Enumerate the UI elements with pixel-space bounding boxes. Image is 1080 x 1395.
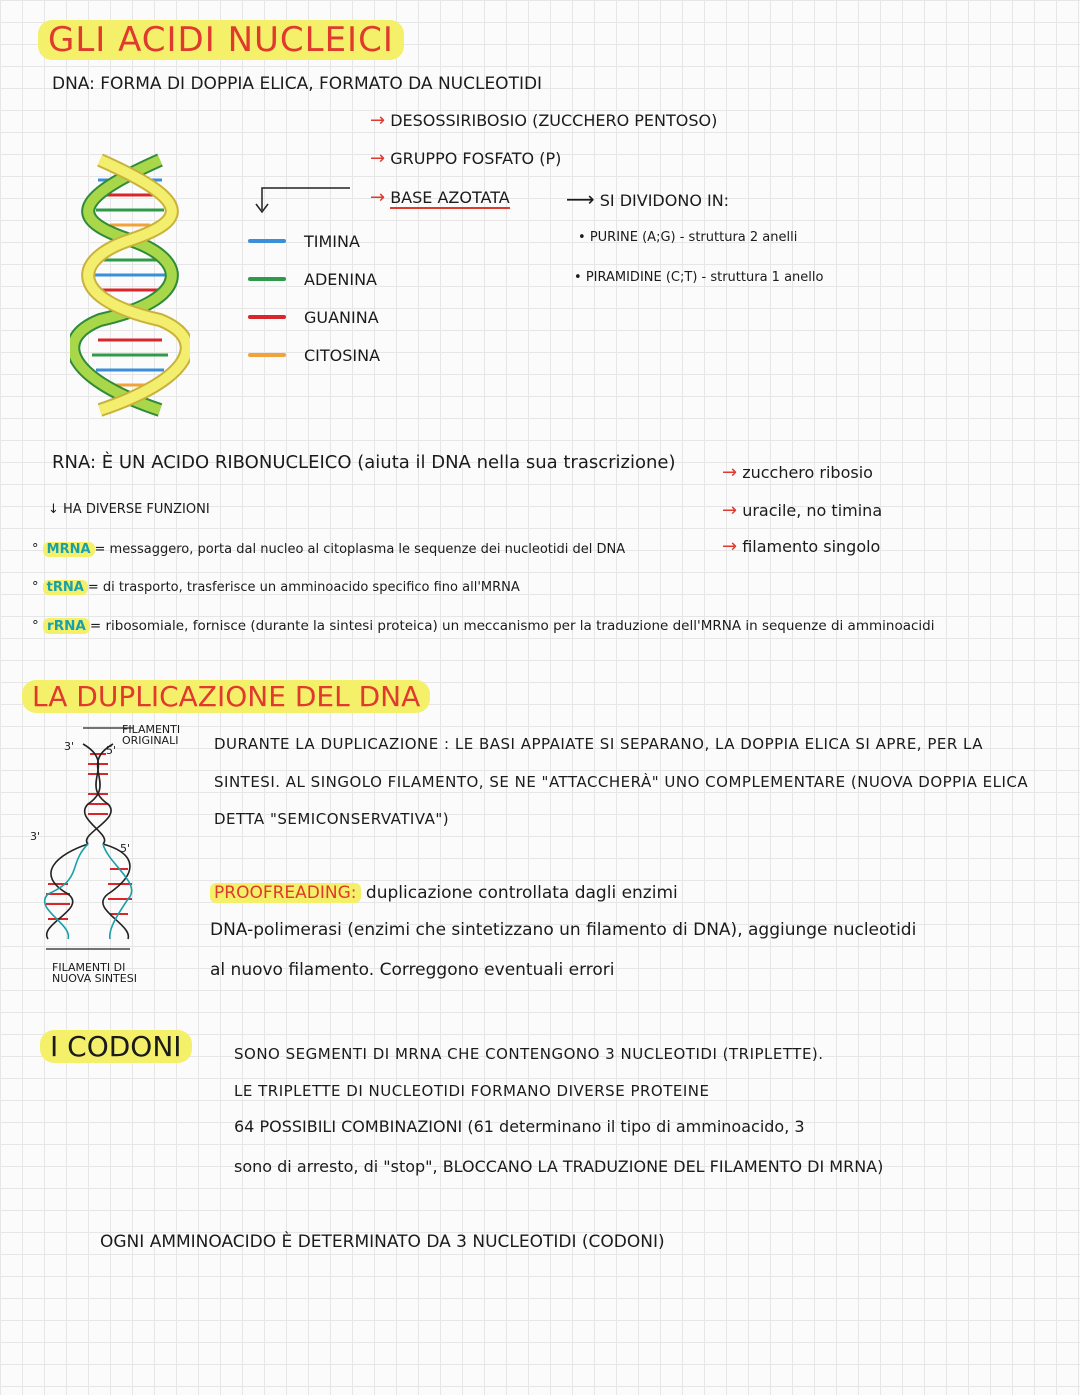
label-5-right: 5' (120, 842, 131, 855)
base-citosina: CITOSINA (248, 336, 380, 374)
rna-intro: RNA: È UN ACIDO RIBONUCLEICO (aiuta il DNA nella sua trascrizione) (52, 452, 676, 473)
duplication-title: LA DUPLICAZIONE DEL DNA (22, 680, 430, 713)
divide-label: ⟶ SI DIVIDONO IN: (566, 187, 730, 211)
dna-component-2: → GRUPPO FOSFATO (P) (370, 148, 562, 169)
label-5-top: 5' (106, 744, 117, 757)
codons-line-2: LE TRIPLETTE DI NUCLEOTIDI FORMANO DIVERSE PROTEINE (234, 1082, 710, 1100)
label-new: FILAMENTI DI NUOVA SINTESI (52, 961, 137, 985)
rna-type-trna: ° tRNA = di trasporto, trasferisce un amminoacido specifico fino all'MRNA (32, 580, 520, 595)
base-guanina: GUANINA (248, 298, 380, 336)
dup-line-2: SINTESI. AL SINGOLO FILAMENTO, SE NE "ATTACCHERÀ" UNO COMPLEMENTARE (NUOVA DOPPIA ELICA (214, 773, 1029, 791)
proofreading-line: PROOFREADING: duplicazione controllata dagli enzimi (210, 883, 678, 903)
label-3-left: 3' (30, 830, 41, 843)
base-color-swatch (248, 277, 286, 281)
proof-line-3: al nuovo filamento. Correggono eventuali errori (210, 960, 615, 980)
replication-fork-icon (28, 724, 158, 964)
dna-component-1: → DESOSSIRIBOSIO (ZUCCHERO PENTOSO) (370, 110, 718, 131)
rna-prop-1: → zucchero ribosio (722, 462, 873, 483)
label-3-top: 3' (64, 740, 75, 753)
rna-functions: ↓ HA DIVERSE FUNZIONI (48, 502, 210, 517)
base-adenina: ADENINA (248, 260, 380, 298)
page-title: GLI ACIDI NUCLEICI (38, 20, 404, 60)
dna-helix-icon (70, 150, 190, 425)
rna-type-mrna: ° MRNA = messaggero, porta dal nucleo al citoplasma le sequenze dei nucleotidi del DNA (32, 542, 626, 557)
rna-prop-2: → uracile, no timina (722, 500, 883, 521)
pirimidine-line: • PIRAMIDINE (C;T) - struttura 1 anello (574, 270, 824, 285)
final-statement: OGNI AMMINOACIDO È DETERMINATO DA 3 NUCLEOTIDI (CODONI) (100, 1232, 665, 1252)
dup-line-1: DURANTE LA DUPLICAZIONE : LE BASI APPAIATE SI SEPARANO, LA DOPPIA ELICA SI APRE, PER LA (214, 735, 984, 753)
dup-line-3: DETTA "SEMICONSERVATIVA") (214, 810, 450, 828)
codons-line-3: 64 POSSIBILI COMBINAZIONI (61 determinano il tipo di amminoacido, 3 (234, 1117, 805, 1136)
base-color-swatch (248, 315, 286, 319)
dna-intro: DNA: FORMA DI DOPPIA ELICA, FORMATO DA NUCLEOTIDI (52, 74, 543, 94)
rna-prop-3: → filamento singolo (722, 536, 881, 557)
base-timina: TIMINA (248, 222, 380, 260)
purine-line: • PURINE (A;G) - struttura 2 anelli (578, 230, 798, 245)
codons-line-4: sono di arresto, di "stop", BLOCCANO LA TRADUZIONE DEL FILAMENTO DI MRNA) (234, 1157, 884, 1176)
base-legend (248, 222, 380, 374)
base-color-swatch (248, 239, 286, 243)
rna-type-rrna: ° rRNA = ribosomiale, fornisce (durante la sintesi proteica) un meccanismo per la traduzione dell'MRNA in sequenze di amminoacidi (32, 618, 935, 634)
label-original: FILAMENTI ORIGINALI (122, 723, 181, 747)
dna-component-3: → BASE AZOTATA (370, 187, 510, 208)
proof-line-2: DNA-polimerasi (enzimi che sintetizzano un filamento di DNA), aggiunge nucleotidi (210, 920, 917, 940)
codons-title: I CODONI (40, 1030, 192, 1063)
bracket-arrow-icon (250, 180, 360, 220)
codons-line-1: SONO SEGMENTI DI MRNA CHE CONTENGONO 3 NUCLEOTIDI (TRIPLETTE). (234, 1045, 824, 1063)
base-color-swatch (248, 353, 286, 357)
